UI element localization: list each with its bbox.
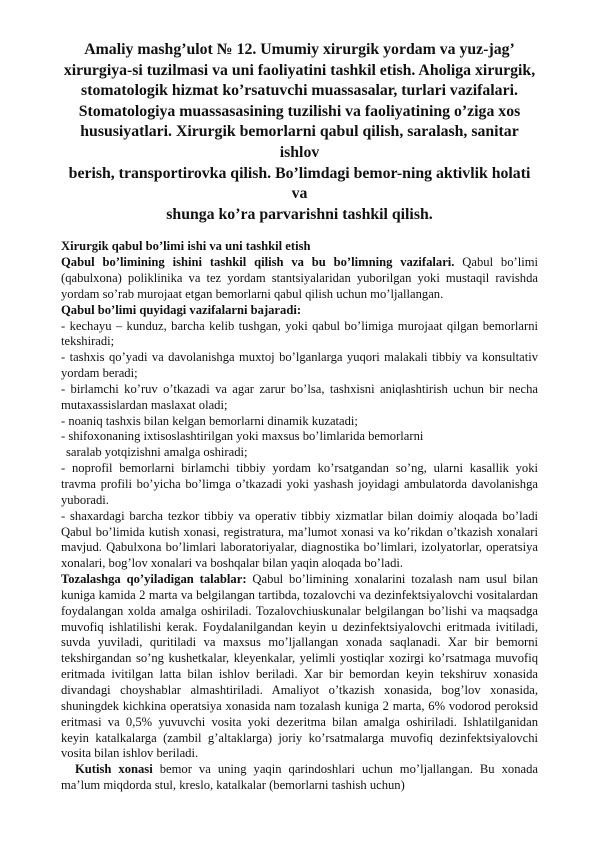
duty-item: - noprofil bemorlarni birlamchi tibbiy yordam ko’rsatgandan so’ng, ularni kasallik yoki travma profili bo’yicha bo’limga o’tkazadi yoki yashash joyidagi ambulatorda davolanishga yuboradi. bbox=[61, 461, 538, 507]
duty-item: - noaniq tashxis bilan kelgan bemorlarni dinamik kuzatadi; bbox=[61, 413, 358, 428]
paragraph-cleaning-text: Qabul bo’limining xonalarini tozalash nam usul bilan kuniga kamida 2 marta va belgilangan tartibda, tozalovchi va dezinfektsiyalovchi vositalardan foydalangan xolda amalga oshiriladi. Tozalovchiuskunalar belgilangan bo’lishi va maqsadga muvofiq ishlatilishi kerak. Foydalanilgandan keyin u dezinfektsiyalovchi eritmada ivitiladi, suvda yuviladi, quritiladi va maxsus mo’ljallangan xonada saqlanadi. Xar bir bemorni tekshirgandan so’ng kushetkalar, kleyenkalar, yelimli yostiqlar xozirgi ko’rsatmaga muvofiq eritmada ivitilgan latta bilan ishlov beriladi. Xar bir bemordan keyin tekshiruv xonasida divandagi choyshablar almashtiriladi. Amaliyot o’tkazish xonasida, bog’lov xonasida, shuningdek kichkina operatsiya xonasida nam tozalash kuniga 2 marta, 6% vodorod peroksid eritmasi va 0,5% yuvuvchi vosita yoki dezeritma bilan amalga oshiriladi. Ishlatilganidan keyin katalkalarga (zambil g’altaklarga) joriy ko’rsatmalarga muvofiq dezinfektsiyalovchi vosita bilan ishlov beriladi. bbox=[61, 572, 538, 761]
duty-item: - shifoxonaning ixtisoslashtirilgan yoki maxsus bo’limlarida bemorlarni bbox=[61, 429, 424, 444]
paragraph-intro bbox=[61, 255, 538, 303]
duties-heading: Qabul bo’limi quyidagi vazifalarni bajaradi: bbox=[61, 302, 302, 317]
paragraph-waiting-room-lead: Kutish xonasi bbox=[75, 762, 153, 777]
paragraph-cleaning-lead: Tozalashga qo’yiladigan talablar: bbox=[61, 572, 247, 587]
title-line: hususiyatlari. Xirurgik bemorlarni qabul qilish, saralash, sanitar ishlov bbox=[80, 123, 519, 161]
title-line: Stomatologiya muassasasining tuzilishi va faoliyatining o’ziga xos bbox=[78, 102, 521, 120]
paragraph-intro-lead: Qabul bo’limining ishini tashkil qilish va bu bo’limning vazifalari. bbox=[61, 255, 455, 270]
title-line: shunga ko’ra parvarishni tashkil qilish. bbox=[166, 205, 433, 223]
paragraph-waiting-room-text: bemor va uning yaqin qarindoshlari uchun mo’ljallangan. Bu xonada ma’lum miqdorda stul, kreslo, katalkalar (bemorlarni tashish uchun) bbox=[61, 762, 538, 793]
title-line: xirurgiya-si tuzilmasi va uni faoliyatini tashkil etish. Aholiga xirurgik, bbox=[63, 61, 536, 79]
section-heading: Xirurgik qabul bo’limi ishi va uni tashkil etish bbox=[61, 239, 311, 254]
duty-item-continuation: saralab yotqizishni amalga oshiradi; bbox=[66, 445, 248, 460]
paragraph-intro-text: Qabul bo’limi (qabulxona) poliklinika va tez yordam stantsiyalaridan yuborilgan yoki mustaqil ravishda yordam so’rab murojaat etgan bemorlarni qabul qilish uchun mo’ljallangan. bbox=[61, 255, 538, 301]
page-title bbox=[61, 40, 538, 225]
title-line: Amaliy mashg’ulot № 12. Umumiy xirurgik yordam va yuz-jag’ bbox=[84, 41, 515, 58]
document-body bbox=[61, 239, 538, 794]
duty-item: - shaxardagi barcha tezkor tibbiy va operativ tibbiy xizmatlar bilan doimiy aloqada bo’ladi Qabul bo’limida kutish xonasi, registratura, ma’lumot xonasi va ko’rikdan o’tkazish xonalari mavjud. Qabulxona bo’limlari laboratoriyalar, diagnostika bo’limlari, izolyatorlar, operatsiya xonalari, bog’lov xonalari va boshqalar bilan yaqin aloqada bo’ladi. bbox=[61, 508, 538, 571]
title-line: stomatologik hizmat ko’rsatuvchi muassasalar, turlari vazifalari. bbox=[81, 82, 518, 100]
title-line: berish, transportirovka qilish. Bo’limdagi bemor-ning aktivlik holati va bbox=[68, 164, 531, 203]
duty-item: - birlamchi ko’ruv o’tkazadi va agar zarur bo’lsa, tashxisni aniqlashtirish uchun bir necha mutaxassislardan maslaxat oladi; bbox=[61, 381, 538, 412]
duty-item: - tashxis qo’yadi va davolanishga muxtoj bo’lganlarga yuqori malakali tibbiy va konsultativ yordam beradi; bbox=[61, 350, 538, 381]
duty-item: - kechayu – kunduz, barcha kelib tushgan, yoki qabul bo’limiga murojaat qilgan bemorlarni tekshiradi; bbox=[61, 318, 538, 349]
paragraph-waiting-room bbox=[61, 762, 538, 794]
paragraph-cleaning bbox=[61, 572, 538, 762]
